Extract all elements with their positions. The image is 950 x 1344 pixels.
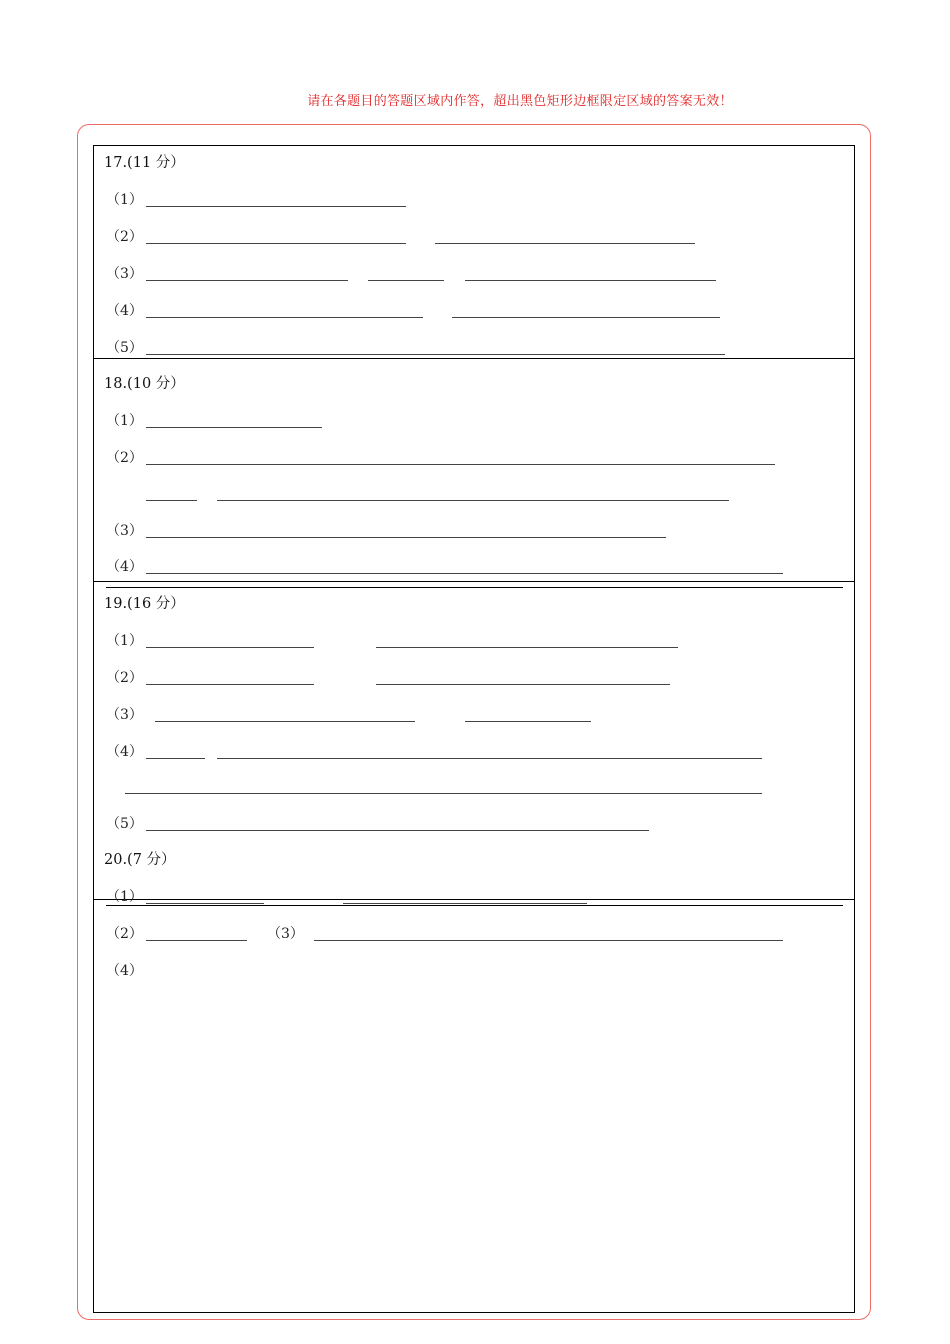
q19-part-3-label: （3） xyxy=(106,707,143,723)
answer-blank[interactable] xyxy=(146,537,666,538)
answer-blank[interactable] xyxy=(376,647,678,648)
section-divider xyxy=(106,905,843,906)
answer-blank[interactable] xyxy=(146,206,406,207)
answer-blank[interactable] xyxy=(146,427,322,428)
section-divider xyxy=(93,899,855,900)
answer-blank[interactable] xyxy=(146,684,314,685)
q17-part-1-label: （1） xyxy=(106,192,143,208)
section-divider xyxy=(93,358,855,359)
q17-part-5-label: （5） xyxy=(106,340,143,356)
q19-part-2-label: （2） xyxy=(106,670,143,686)
section-divider xyxy=(93,581,855,582)
answer-area-notice: 请在各题目的答题区域内作答，超出黑色矩形边框限定区域的答案无效！ xyxy=(307,94,733,109)
answer-blank[interactable] xyxy=(465,721,591,722)
answer-blank[interactable] xyxy=(146,317,423,318)
question-20-title: 20.(7 分） xyxy=(104,852,176,868)
answer-blank[interactable] xyxy=(125,793,762,794)
answer-blank[interactable] xyxy=(146,500,197,501)
answer-blank[interactable] xyxy=(343,903,587,904)
answer-blank[interactable] xyxy=(146,940,247,941)
answer-blank[interactable] xyxy=(146,758,205,759)
answer-blank[interactable] xyxy=(217,500,729,501)
answer-blank[interactable] xyxy=(435,243,695,244)
q18-part-1-label: （1） xyxy=(106,413,143,429)
answer-blank[interactable] xyxy=(146,280,348,281)
answer-blank[interactable] xyxy=(155,721,415,722)
answer-blank[interactable] xyxy=(146,573,783,574)
q17-part-3-label: （3） xyxy=(106,266,143,282)
answer-blank[interactable] xyxy=(314,940,783,941)
q19-part-5-label: （5） xyxy=(106,816,143,832)
answer-blank[interactable] xyxy=(376,684,670,685)
q20-part-1-label: （1） xyxy=(106,889,143,905)
question-19-title: 19.(16 分） xyxy=(104,596,185,612)
answer-blank[interactable] xyxy=(368,280,444,281)
q20-part-3-label: （3） xyxy=(267,926,304,942)
q19-part-1-label: （1） xyxy=(106,633,143,649)
answer-blank[interactable] xyxy=(465,280,716,281)
question-18-title: 18.(10 分） xyxy=(104,376,185,392)
q17-part-2-label: （2） xyxy=(106,229,143,245)
answer-blank[interactable] xyxy=(146,647,314,648)
answer-blank[interactable] xyxy=(452,317,720,318)
answer-blank[interactable] xyxy=(146,903,264,904)
answer-blank[interactable] xyxy=(217,758,762,759)
q18-part-2-label: （2） xyxy=(106,450,143,466)
q20-part-2-label: （2） xyxy=(106,926,143,942)
q17-part-4-label: （4） xyxy=(106,303,143,319)
question-17-title: 17.(11 分） xyxy=(104,155,185,171)
answer-blank[interactable] xyxy=(146,830,649,831)
q18-part-4-label: （4） xyxy=(106,559,143,575)
answer-blank[interactable] xyxy=(146,464,775,465)
answer-blank[interactable] xyxy=(146,243,406,244)
q18-part-3-label: （3） xyxy=(106,523,143,539)
q19-part-4-label: （4） xyxy=(106,744,143,760)
q20-part-4-label: （4） xyxy=(106,963,143,979)
section-divider xyxy=(106,587,843,588)
answer-writing-area[interactable] xyxy=(110,990,840,1300)
answer-blank[interactable] xyxy=(146,354,725,355)
